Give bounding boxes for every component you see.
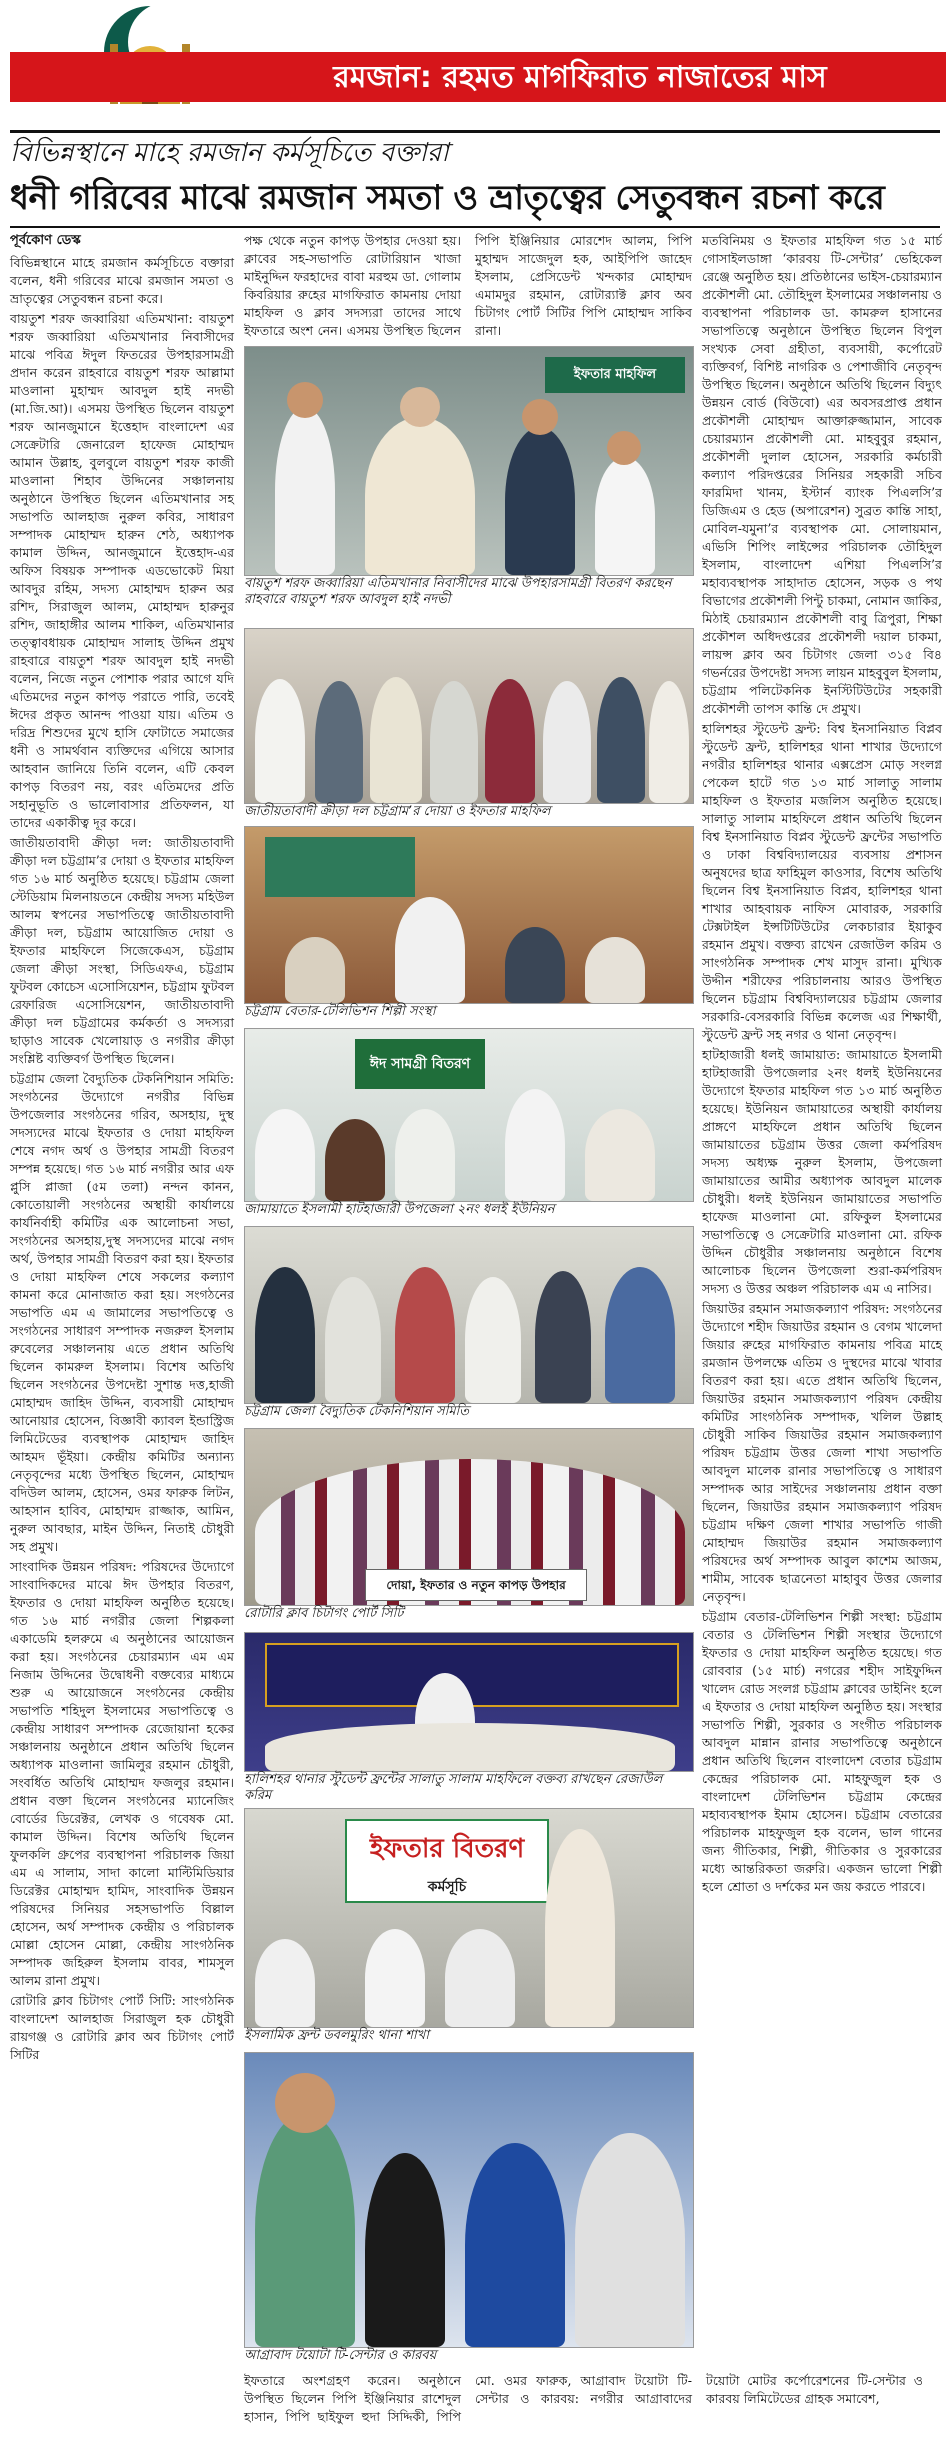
photo-caption: চট্টগ্রাম বেতার-টেলিভিশন শিল্পী সংস্থা	[244, 1004, 436, 1019]
paragraph: হালিশহর স্টুডেন্ট ফ্রন্ট: বিশ্ব ইনসানিয়াত বিপ্লব স্টুডেন্ট ফ্রন্ট, হালিশহর থানা শাখার উদ্যোগে নগরীর হালিশহর থানার এক্সপ্রেস মোড় সংলগ্ন পেকেল হাটে গত ১৩ মার্চ সালাতু সালাম মাহফিল ও ইফতার মজলিস অনুষ্ঠিত হয়েছে। সালাতু সালাম মাহফিলে প্রধান অতিথি ছিলেন বিশ্ব ইনসানিয়াত বিপ্লব স্টুডেন্ট ফ্রন্টের সভাপতি ও ঢাকা বিশ্ববিদ্যালয়ের ব্যবসায় প্রশাসন অনুষদের ছাত্র ফাহিমুল কাওসার, বিশেষ অতিথি ছিলেন বিশ্ব ইনসানিয়াত বিপ্লব, হালিশহর থানা শাখার আহবায়ক নাফিস মোবারক, সরকারি টেক্সটাইল ইন্সটিটিউটের লেকচারার ইয়াকুব রহমান প্রমুখ। বক্তব্য রাখেন রেজাউল করিম ও সাংগঠনিক সম্পাদক শেখ মাসুদ রানা। মুখ্যিক উদ্দীন শরীফের পরিচালনায় আরও উপস্থিত ছিলেন চট্টগ্রাম বিশ্ববিদ্যালয়ের চট্টগ্রাম জেলার সরকারি-বেসরকারি বিভিন্ন কলেজ এর শিক্ষার্থী, স্টুডেন্ট ফ্রন্ট সহ নগর ও থানা নেতৃবৃন্দ।	[702, 721, 942, 1042]
paragraph: হাটহাজারী ধলই জামায়াত: জামায়াতে ইসলামী হাটহাজারী উপজেলার ২নং ধলই ইউনিয়নের উদ্যোগে ইফতার মাহফিল গত ১৩ মার্চ অনুষ্ঠিত হয়েছে। ইউনিয়ন জামায়াতের অস্থায়ী কার্যালয় প্রাঙ্গণে মাহফিলে প্রধান অতিথি ছিলেন জামায়াতের চট্টগ্রাম উত্তর জেলা কর্মপরিষদ সদস্য অধ্যক্ষ নুরুল ইসলাম, উপজেলা জামায়াতের আমীর অধ্যাপক আবদুল মালেক চৌধুরী। ধলই ইউনিয়ন জামায়াতের সভাপতি হাফেজ মাওলানা মো. রফিকুল ইসলামের সভাপতিত্বে ও সেক্রেটারি মাওলানা মো. রফিক উদ্দিন চৌধুরীর সঞ্চালনায় অনুষ্ঠানে বিশেষ আলোচক ছিলেন উপজেলা শুরা-কর্মপরিষদ সদস্য ও উত্তর অঞ্চল পরিচালক এম এ নাসির।	[702, 1047, 942, 1296]
article-column-left	[10, 232, 234, 2432]
photo-caption: জামায়াতে ইসলামী হাটহাজারী উপজেলা ২নং ধলই ইউনিয়ন	[244, 1202, 555, 1217]
photo-jamaat-iftar: ঈদ সামগ্রী বিতরণ	[244, 1028, 694, 1202]
photo-student-front	[244, 1632, 694, 1772]
photo-rotary-club: দোয়া, ইফতার ও নতুন কাপড় উপহার	[244, 1428, 694, 1606]
divider	[10, 226, 940, 228]
photo-islamic-front	[244, 1808, 694, 2028]
paragraph: মতবিনিময় ও ইফতার মাহফিল গত ১৫ মার্চ গোসাইলডাঙ্গা ‘কারবয় টি-সেন্টার’ ভেহিকেল রেঞ্জে অনুষ্ঠিত হয়। প্রতিষ্ঠানের ভাইস-চেয়ারম্যান প্রকৌশলী মো. তৌহিদুল ইসলামের সঞ্চালনায় ও ব্যবস্থাপনা পরিচালক ডা. কামরুল হাসানের সভাপতিত্বে অনুষ্ঠানে উপস্থিত ছিলেন বিপুল সংখ্যক সেবা গ্রহীতা, ব্যবসায়ী, কর্পোরেট ব্যক্তিবর্গ, বিশিষ্ট নাগরিক ও পেশাজীবি নেতৃবৃন্দ উপস্থিত ছিলেন। অনুষ্ঠানে অতিথি ছিলেন বিদ্যুৎ উন্নয়ন বোর্ড (বিউবো) এর অবসরপ্রাপ্ত প্রধান প্রকৌশলী মোহাম্মদ আক্তারুজ্জামান, সাবেক চেয়ারম্যান প্রকৌশলী মো. মাহবুবুর রহমান, প্রকৌশলী দুলাল হোসেন, সরকারি কর্মচারী কল্যাণ পরিদপ্তরের সিনিয়র সহকারী সচিব ফারমিদা খানম, ইস্টার্ন ব্যাংক পিএলসি’র ডিজিএম ও হেড (অপারেশন) সুব্রত কান্তি সাহা, মোবিল-যমুনা’র ব্যবস্থাপক মো. সোলায়মান, এভিসি শিপিং লাইন্সের পরিচালক তৌহিদুল ইসলাম, বাংলাদেশ এশিয়া পিএলসি’র মহাব্যবস্থাপক সাহাদাত হোসেন, সড়ক ও পথ বিভাগের প্রকৌশলী পিন্টু চাকমা, নোমান জাকির, মিঠাই চেয়ারম্যান প্রকৌশলী বাবু ত্রিপুরা, শিক্ষা প্রকৌশল অধিদপ্তরের প্রকৌশলী দয়াল চাকমা, লায়ন্স ক্লাব অব চিটাগং জেলা ৩১৫ বি৪ গভর্নরের উপদেষ্টা সদস্য লায়ন মাহবুবুল ইসলাম, চট্টগ্রাম পলিটেকনিক ইনস্টিটিউটের সহকারী প্রকৌশলী তাপস কান্তি দে প্রমুখ।	[702, 233, 942, 716]
paragraph: জিয়াউর রহমান সমাজকল্যাণ পরিষদ: সংগঠনের উদ্যোগে শহীদ জিয়াউর রহমান ও বেগম খালেদা জিয়ার রুহের মাগফিরাত কামনায় পবিত্র মাহে রমজান উপলক্ষে এতিম ও দুস্থদের মাঝে খাবার বিতরণ করা হয়। এতে প্রধান অতিথি ছিলেন, জিয়াউর রহমান সমাজকল্যাণ পরিষদ কেন্দ্রীয় কমিটির সাংগঠনিক সম্পাদক, খলিল উল্লাহ চৌধুরী সাকিব জিয়াউর রহমান সমাজকল্যাণ পরিষদ চট্টগ্রাম উত্তর জেলা শাখা সভাপতি আবদুল মালেক রানার সভাপতিত্বে ও সাধারণ সম্পাদক আর সাইদের সঞ্চালনায় প্রধান বক্তা ছিলেন, জিয়াউর রহমান সমাজকল্যাণ পরিষদ চট্টগ্রাম দক্ষিণ জেলা শাখার সভাপতি গাজী মোহাম্মদ জিয়াউর রহমান সমাজকল্যাণ পরিষদের অর্থ সম্পাদক আবুল কাশেম আজম, শামীম, সাবেক ছাত্রনেতা মাহাবুব উত্তর জেলার নেতৃবৃন্দ।	[702, 1301, 942, 1604]
paragraph: বায়তুশ শরফ জব্বারিয়া এতিমখানা: বায়তুশ শরফ জব্বারিয়া এতিমখানার নিবাসীদের মাঝে পবিত্র ঈদুল ফিতরের উপহারসামগ্রী প্রদান করেন রাহবারে বায়তুশ শরফ আল্লামা মাওলানা মুহাম্মদ আবদুল হাই নদভী (মা.জি.আ)। এসময় উপস্থিত ছিলেন বায়তুশ শরফ আনজুমানে ইত্তেহাদ বাংলাদেশ এর সেক্রেটারি জেনারেল হাফেজ মোহাম্মদ আমান উল্লাহ, বুলবুলে বায়তুশ শরফ কাজী মাওলানা শিহাব উদ্দিনের সঞ্চালনায় অনুষ্ঠানে উপস্থিত ছিলেন এতিমখানার সহ সভাপতি আলহাজ নুরুল কবির, সাধারণ সম্পাদক মোহাম্মদ হারুন শেঠ, অধ্যাপক কামাল উদ্দিন, আনজুমানে ইত্তেহাদ-এর অফিস বিষয়ক সম্পাদক এডভোকেট মিয়া আবদুর রহিম, সদস্য মোহাম্মদ হারুন অর রশিদ, সিরাজুল আলম, মোহাম্মদ হারুনুর রশিদ, জাহাঙ্গীর আলম শাকিল, এতিমখানার তত্ত্বাবধায়ক মোহাম্মদ সালাহ উদ্দিন প্রমুখ রাহবারে বায়তুশ শরফ আবদুল হাই নদভী বলেন, নিজে নতুন পোশাক পরার আগে যদি এতিমদের নতুন কাপড় পরাতে পারি, তবেই ঈদের প্রকৃত আনন্দ পাওয়া যায়। এতিম ও দরিদ্র শিশুদের মুখে হাসি ফোটাতে সমাজের ধনী ও সামর্থবান ব্যক্তিদের এগিয়ে আসার আহবান জানিয়ে তিনি বলেন, এটি কেবল কাপড় বিতরণ নয়, বরং এতিমদের প্রতি সহানুভূতি ও ভালোবাসার প্রতিফলন, যা তাদের একাকীত্ব দূর করে।	[10, 311, 234, 830]
header-banner	[0, 0, 951, 120]
photo-electric-technician	[244, 1226, 694, 1404]
photo-caption: বায়তুশ শরফ জব্বারিয়া এতিমখানার নিবাসীদের মাঝে উপহারসামগ্রী বিতরণ করছেন রাহবারে বায়তুশ শরফ আবদুল হাই নদভী	[244, 576, 672, 607]
article-column-middle-top	[244, 232, 692, 344]
photo-caption: আগ্রাবাদ টয়োটা টি-সেন্টার ও কারবয়	[244, 2348, 437, 2363]
photo-caption: হালিশহর থানার স্টুডেন্ট ফ্রন্টের সালাতু সালাম মাহফিলে বক্তব্য রাখছেন রেজাউল করিম	[244, 1772, 663, 1803]
photo-caption: চট্টগ্রাম জেলা বৈদ্যুতিক টেকনিশিয়ান সমিতি	[244, 1404, 470, 1419]
paragraph: রোটারি ক্লাব চিটাগং পোর্ট সিটি: সাংগঠনিক বাংলাদেশ আলহাজ সিরাজুল হক চৌধুরী রায়গঞ্জ ও রোটারি ক্লাব অব চিটাগং পোর্ট সিটির	[10, 1993, 234, 2062]
article-column-middle-bottom	[244, 2372, 923, 2432]
photo-artists-association	[244, 826, 694, 1004]
paragraph: সাংবাদিক উন্নয়ন পরিষদ: পরিষদের উদ্যোগে সাংবাদিকদের মাঝে ঈদ উপহার বিতরণ, ইফতার ও দোয়া মাহফিল অনুষ্ঠিত হয়েছে। গত ১৬ মার্চ নগরীর জেলা শিল্পকলা একাডেমি হলরুমে এ অনুষ্ঠানের আয়োজন করা হয়। সংগঠনের চেয়ারম্যান এম এম নিজাম উদ্দিনের উদ্বোধনী বক্তব্যের মাধ্যমে শুরু এ আয়োজনে সংগঠনের কেন্দ্রীয় সভাপতি শহিদুল ইসলামের সভাপতিত্বে ও কেন্দ্রীয় সাধারণ সম্পাদক রেজোয়ানা হকের সঞ্চালনায় অনুষ্ঠানে প্রধান অতিথি ছিলেন অধ্যাপক মাওলানা জামিলুর রহমান চৌধুরী, সংবর্ধিত অতিথি মোহাম্মদ ফজলুর রহমান। প্রধান বক্তা ছিলেন সংগঠনের ম্যানেজিং বোর্ডের ডিরেক্টর, লেখক ও গবেষক মো. কামাল উদ্দিন। বিশেষ অতিথি ছিলেন ফুলকলি গ্রুপের ব্যবস্থাপনা পরিচালক জিয়া এম এ সালাম, সাদা কালো মাল্টিমিডিয়ার ডিরেক্টর মোহাম্মদ হামিদ, সাংবাদিক উন্নয়ন পরিষদের সিনিয়র সহসভাপতি বিল্লাল হোসেন, অর্থ সম্পাদক কেন্দ্রীয় ও পরিচালক মোল্লা হোসেন মোল্লা, কেন্দ্রীয় সাংগঠনিক সম্পাদক জহিরুল ইসলাম বাবর, শামসুল আলম রানা প্রমুখ।	[10, 1559, 234, 1988]
photo-orphanage-gift: ইফতার মাহফিল	[244, 346, 694, 576]
sign-title: ইফতার বিতরণ	[369, 1834, 525, 1864]
paragraph: বিভিন্নস্থানে মাহে রমজান কর্মসূচিতে বক্তারা বলেন, ধনী গরিবের মাঝে রমজান সমতা ও ভ্রাতৃত্বের সেতুবন্ধন রচনা করে।	[10, 255, 234, 306]
photo-caption: ইসলামিক ফ্রন্ট ডবলমুরিং থানা শাখা	[244, 2028, 429, 2043]
paragraph: ইফতারে অংশগ্রহণ করেন। অনুষ্ঠানে উপস্থিত ছিলেন পিপি ইঞ্জিনিয়ার রাশেদুল হাসান, পিপি ছাইফুল হুদা সিদ্দিকী, পিপি মো. ওমর ফারুক, আগ্রাবাদ টয়োটা টি-সেন্টার ও কারবয়: নগরীর আগ্রাবাদের টয়োটা মোটর কর্পোরেশনের টি-সেন্টার ও কারবয় লিমিটেডের গ্রাহক সমাবেশ,	[244, 2373, 923, 2424]
photo-toyota-karboy	[244, 2052, 694, 2348]
desk-byline: পূর্বকোণ ডেস্ক	[10, 233, 81, 248]
photo-sports-team	[244, 628, 694, 804]
article-kicker: বিভিন্নস্থানে মাহে রমজান কর্মসূচিতে বক্তারা	[10, 130, 940, 173]
paragraph: জাতীয়তাবাদী ক্রীড়া দল: জাতীয়তাবাদী ক্রীড়া দল চট্টগ্রাম’র দোয়া ও ইফতার মাহফিল গত ১৬ মার্চ অনুষ্ঠিত হয়েছে। চট্টগ্রাম জেলা স্টেডিয়াম মিলনায়তনে কেন্দ্রীয় সদস্য মহিউল আলম স্বপনের সভাপতিত্বে জাতীয়তাবাদী ক্রীড়া দল, চট্টগ্রাম আয়োজিত দোয়া ও ইফতার মাহফিলে সিজেকেএস, চট্টগ্রাম জেলা ক্রীড়া সংস্থা, সিডিএফএ, চট্টগ্রাম ফুটবল কোচেস এসোসিয়েশন, চট্টগ্রাম ফুটবল রেফারিজ এসোসিয়েশন, জাতীয়তাবাদী ক্রীড়া দল চট্টগ্রামের কর্মকর্তা ও সদস্যরা ছাড়াও সাবেক খেলোয়াড় ও নগরীর ক্রীড়া সংশ্লিষ্ট ব্যক্তিবর্গ উপস্থিত ছিলেন।	[10, 835, 234, 1066]
sign-subtitle: কর্মসূচি	[427, 1879, 467, 1895]
article-headline: ধনী গরিবের মাঝে রমজান সমতা ও ভ্রাতৃত্বের সেতুবন্ধন রচনা করে	[10, 178, 885, 218]
paragraph: চট্টগ্রাম বেতার-টেলিভিশন শিল্পী সংস্থা: চট্টগ্রাম বেতার ও টেলিভিশন শিল্পী সংস্থার উদ্যোগে ইফতার ও দোয়া মাহফিল অনুষ্ঠিত হয়েছে। গত রোববার (১৫ মার্চ) নগরের শহীদ সাইফুদ্দিন খালেদ রোড সংলগ্ন চট্টগ্রাম ক্লাবের ডাইনিং হলে এ ইফতার ও দোয়া মাহফিল অনুষ্ঠিত হয়। সংস্থার সভাপতি শিল্পী, সুরকার ও সংগীত পরিচালক আবদুল মান্নান রানার সভাপতিত্বে অনুষ্ঠানে প্রধান অতিথি ছিলেন বাংলাদেশ বেতার চট্টগ্রাম কেন্দ্রের পরিচালক মো. মাহফুজুল হক ও বাংলাদেশ টেলিভিশন চট্টগ্রাম কেন্দ্রের মহাব্যবস্থাপক ইমাম হোসেন। চট্টগ্রাম বেতারের পরিচালক মাহফুজুল হক বলেন, ভাল গানের জন্য গীতিকার, শিল্পী, গীতিকার ও সুরকারের মধ্যে আন্তরিকতা জরুরি। একজন ভালো শিল্পী হলে শ্রোতা ও দর্শকের মন জয় করতে পারবে।	[702, 1609, 942, 1894]
paragraph: চট্টগ্রাম জেলা বৈদ্যুতিক টেকনিশিয়ান সমিতি: সংগঠনের উদ্যোগে নগরীর বিভিন্ন উপজেলার সংগঠনের গরিব, অসহায়, দুস্থ সদস্যদের মাঝে ইফতার ও দোয়া মাহফিল শেষে নগদ অর্থ ও উপহার সামগ্রী বিতরণ সম্পন্ন হয়েছে। গত ১৬ মার্চ নগরীর আর এফ প্লুসি প্লাজা (৫ম তলা) নন্দন কানন, কোতোয়ালী সংগঠনের অস্থায়ী কার্যালয়ে কার্যনির্বাহী কমিটির এক আলোচনা সভা, সংগঠনের অসহায়,দুস্থ সদস্যদের মাঝে নগদ অর্থ, উপহার সামগ্রী বিতরণ করা হয়। ইফতার ও দোয়া মাহফিল শেষে সকলের কল্যাণ কামনা করে মোনাজাত করা হয়। সংগঠনের সভাপতি এম এ জামালের সভাপতিত্বে ও সংগঠনের সাধারণ সম্পাদক নজরুল ইসলাম রুবেলের সঞ্চালনায় এতে প্রধান অতিথি ছিলেন কামরুল ইসলাম। বিশেষ অতিথি ছিলেন সংগঠনের উপদেষ্টা সুশান্ত দত্ত,হাজী মোহাম্মদ জাহিদ উদ্দিন, ব্যবসায়ী মোহাম্মদ আনোয়ার হোসেন, বিজ্ঞাবী ক্যাবল ইন্ডাস্ট্রিজ লিমিটেডের ব্যবস্থাপক মোহাম্মদ জাহিদ আহমদ ভূঁইয়া। কেন্দ্রীয় কমিটির অন্যান্য নেতৃবৃন্দের মধ্যে উপস্থিত ছিলেন, মোহাম্মদ বদিউল আলম, হোসেন, ওমর ফারুক লিটন, আহসান হাবিব, মোহাম্মদ রাজ্জাক, আমিন, নুরুল আবছার, মাইন উদ্দিন, নিতাই চৌধুরী সহ প্রমুখ।	[10, 1071, 234, 1554]
photo-caption: রোটারি ক্লাব চিটাগং পোর্ট সিটি	[244, 1606, 404, 1621]
article-column-right	[702, 232, 942, 2432]
photo-caption: জাতীয়তাবাদী ক্রীড়া দল চট্টগ্রাম’র দোয়া ও ইফতার মাহফিল	[244, 804, 551, 819]
section-title: রমজান: রহমত মাগফিরাত নাজাতের মাস	[333, 60, 827, 95]
paragraph: পক্ষ থেকে নতুন কাপড় উপহার দেওয়া হয়। ক্লাবের সহ-সভাপতি রোটারিয়ান খাজা মাইনুদ্দিন ফরহাদের বাবা মরহুম ডা. গোলাম কিবরিয়ার রুহের মাগফিরাত কামনায় দোয়া মাহফিল ও ক্লাব সদস্যরা তাদের সাথে ইফতারে অংশ নেন। এসময় উপস্থিত ছিলেন পিপি ইঞ্জিনিয়ার মোরশেদ আলম, পিপি মুহাম্মদ সাজেদুল হক, আইপিপি জাহেদ ইসলাম, প্রেসিডেন্ট খন্দকার মোহাম্মদ এমামদুর রহমান, রোটার‍্যাক্ট ক্লাব অব চিটাগং পোর্ট সিটির পিপি মোহাম্মদ সাকিব রানা।	[244, 233, 692, 338]
